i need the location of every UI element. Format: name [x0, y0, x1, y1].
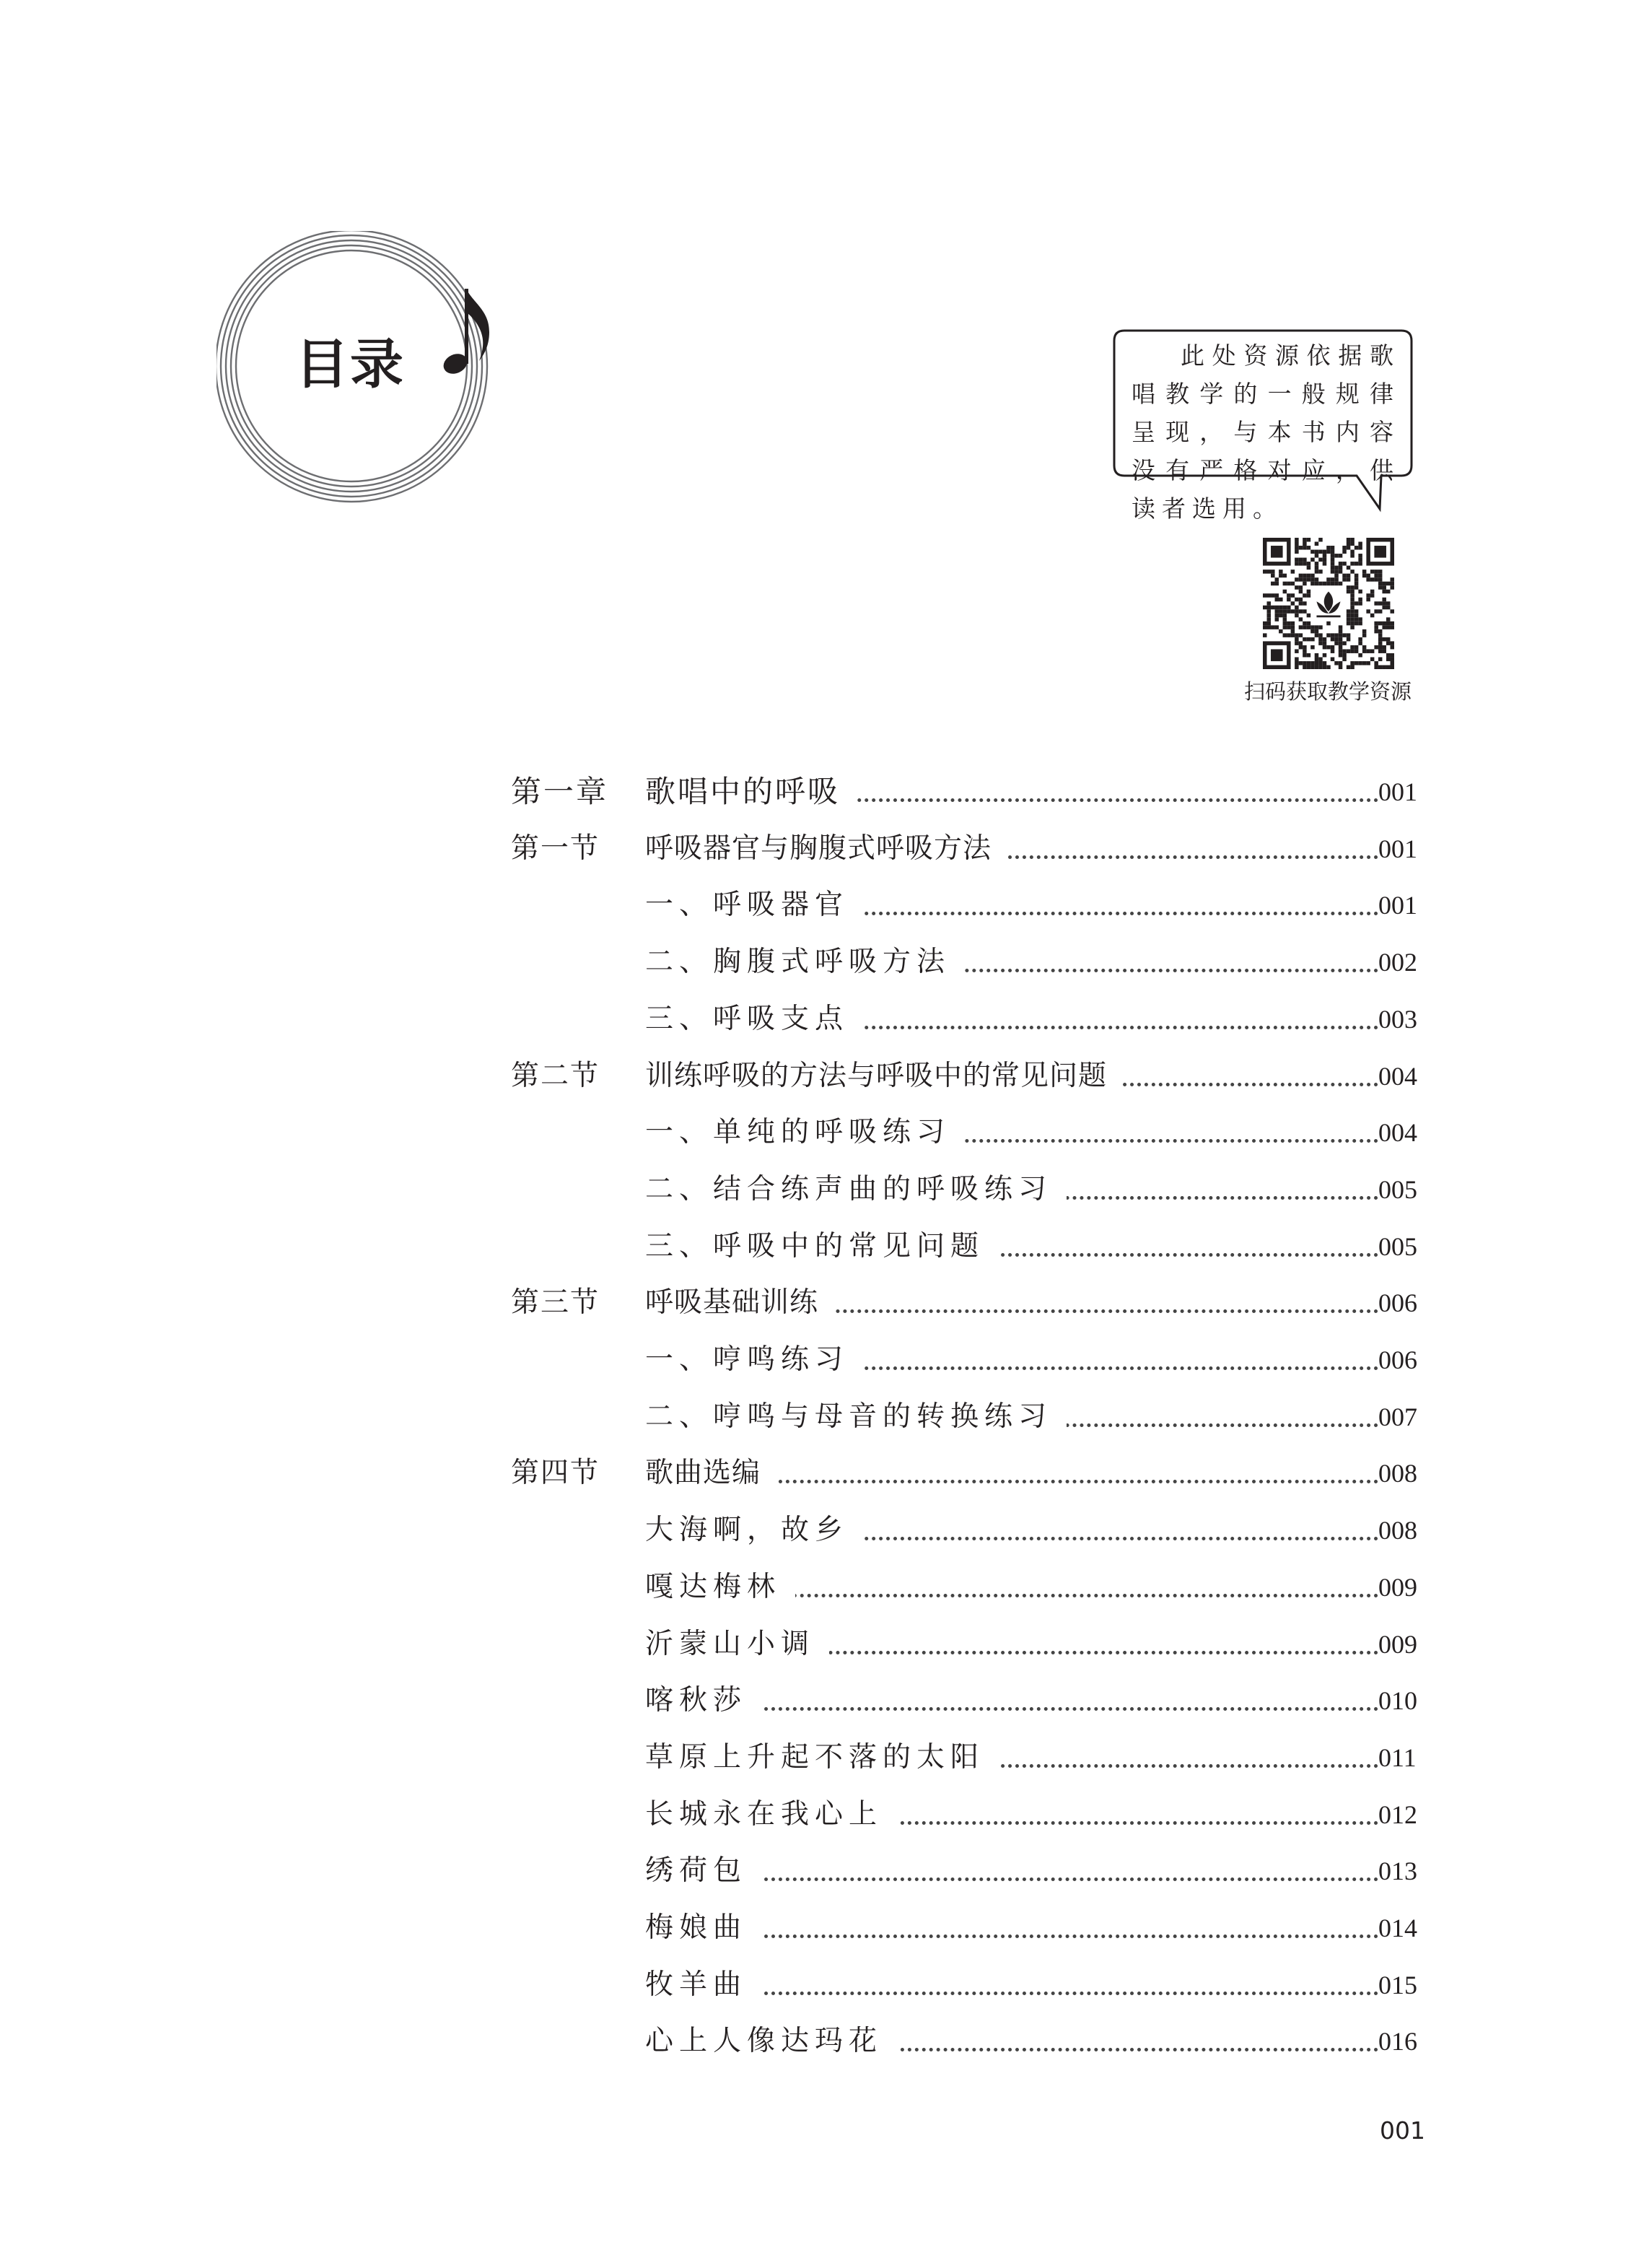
toc-page-number: 008 [1378, 1502, 1417, 1558]
page-number: 001 [1380, 2116, 1425, 2145]
toc-title: 大海啊，故乡 [645, 1502, 863, 1558]
toc-row[interactable] [0, 1161, 1628, 1218]
toc-title: 二、结合练声曲的呼吸练习 [645, 1161, 1067, 1218]
toc-label: 第一章 [511, 774, 609, 809]
toc-row[interactable] [0, 1559, 1628, 1615]
qr-code[interactable] [1263, 538, 1394, 669]
toc-page-number: 014 [1378, 1900, 1417, 1956]
toc-title: 歌曲选编 [645, 1445, 775, 1501]
toc-row[interactable] [0, 764, 1628, 820]
toc-label: 第四节 [511, 1457, 600, 1489]
toc-title: 一、哼鸣练习 [645, 1332, 863, 1388]
toc-page-number: 001 [1378, 821, 1417, 877]
toc-row[interactable] [0, 1332, 1628, 1388]
toc-page-number: 010 [1378, 1672, 1417, 1729]
toc-title: 牧羊曲 [645, 1957, 761, 2013]
toc-row[interactable] [0, 1616, 1628, 1672]
toc-page-number: 015 [1378, 1957, 1417, 2013]
toc-page-number: 006 [1378, 1275, 1417, 1331]
toc-row[interactable] [0, 1445, 1628, 1501]
toc-title: 训练呼吸的方法与呼吸中的常见问题 [645, 1048, 1121, 1104]
toc-page-number: 002 [1378, 934, 1417, 990]
toc-title: 沂蒙山小调 [645, 1616, 829, 1672]
toc-row[interactable] [0, 1275, 1628, 1331]
toc-page-number: 008 [1378, 1445, 1417, 1501]
toc-title: 梅娘曲 [645, 1900, 761, 1956]
toc-page-number: 012 [1378, 1787, 1417, 1843]
toc-title: 草原上升起不落的太阳 [645, 1730, 999, 1786]
toc-page-number: 003 [1378, 991, 1417, 1047]
toc-row[interactable] [0, 821, 1628, 877]
toc-page-number: 005 [1378, 1218, 1417, 1275]
toc-title: 三、呼吸支点 [645, 991, 863, 1047]
toc-page-number: 004 [1378, 1048, 1417, 1104]
toc-title: 一、单纯的呼吸练习 [645, 1104, 965, 1161]
toc-page-number: 009 [1378, 1559, 1417, 1615]
toc-row[interactable] [0, 1730, 1628, 1786]
toc-title: 歌唱中的呼吸 [645, 764, 854, 820]
toc-page-number: 016 [1378, 2013, 1417, 2069]
qr-caption: 扫码获取教学资源 [1243, 679, 1412, 704]
toc-page-number: 005 [1378, 1161, 1417, 1218]
toc-label: 第一节 [511, 832, 600, 865]
toc-page-number: 009 [1378, 1616, 1417, 1672]
toc-row[interactable] [0, 1843, 1628, 1899]
toc-row[interactable] [0, 1957, 1628, 2013]
toc-page-number: 001 [1378, 764, 1417, 820]
toc-row[interactable] [0, 1389, 1628, 1445]
toc-row[interactable] [0, 1787, 1628, 1843]
toc-row[interactable] [0, 1048, 1628, 1104]
toc-title: 嘎达梅林 [645, 1559, 795, 1615]
toc-row[interactable] [0, 1218, 1628, 1275]
toc-label: 第三节 [511, 1286, 600, 1319]
toc-title: 喀秋莎 [645, 1672, 761, 1729]
toc-page-number: 011 [1378, 1730, 1417, 1786]
resource-note: 此处资源依据歌唱教学的一般规律呈现，与本书内容没有严格对应，供读者选用。 [1132, 341, 1400, 523]
toc-page-number: 004 [1378, 1104, 1417, 1161]
toc-row[interactable] [0, 1672, 1628, 1729]
toc-row[interactable] [0, 1900, 1628, 1956]
toc-title: 长城永在我心上 [645, 1787, 897, 1843]
toc-page-number: 007 [1378, 1389, 1417, 1445]
toc-title: 心上人像达玛花 [645, 2013, 897, 2069]
toc-title: 呼吸基础训练 [645, 1275, 833, 1331]
toc-row[interactable] [0, 877, 1628, 933]
toc-row[interactable] [0, 934, 1628, 990]
toc-page-number: 001 [1378, 877, 1417, 933]
toc-row[interactable] [0, 991, 1628, 1047]
toc-page-number: 006 [1378, 1332, 1417, 1388]
toc-title: 绣荷包 [645, 1843, 761, 1899]
toc-page-number: 013 [1378, 1843, 1417, 1899]
toc-title: 一、呼吸器官 [645, 877, 863, 933]
toc-row[interactable] [0, 1502, 1628, 1558]
toc-title: 二、哼鸣与母音的转换练习 [645, 1389, 1067, 1445]
toc-row[interactable] [0, 1104, 1628, 1161]
toc-title: 呼吸器官与胸腹式呼吸方法 [645, 821, 1006, 877]
page-title: 目录 [295, 333, 405, 396]
toc-title: 二、胸腹式呼吸方法 [645, 934, 965, 990]
toc-row[interactable] [0, 2013, 1628, 2069]
toc-title: 三、呼吸中的常见问题 [645, 1218, 999, 1275]
toc-label: 第二节 [511, 1060, 600, 1092]
